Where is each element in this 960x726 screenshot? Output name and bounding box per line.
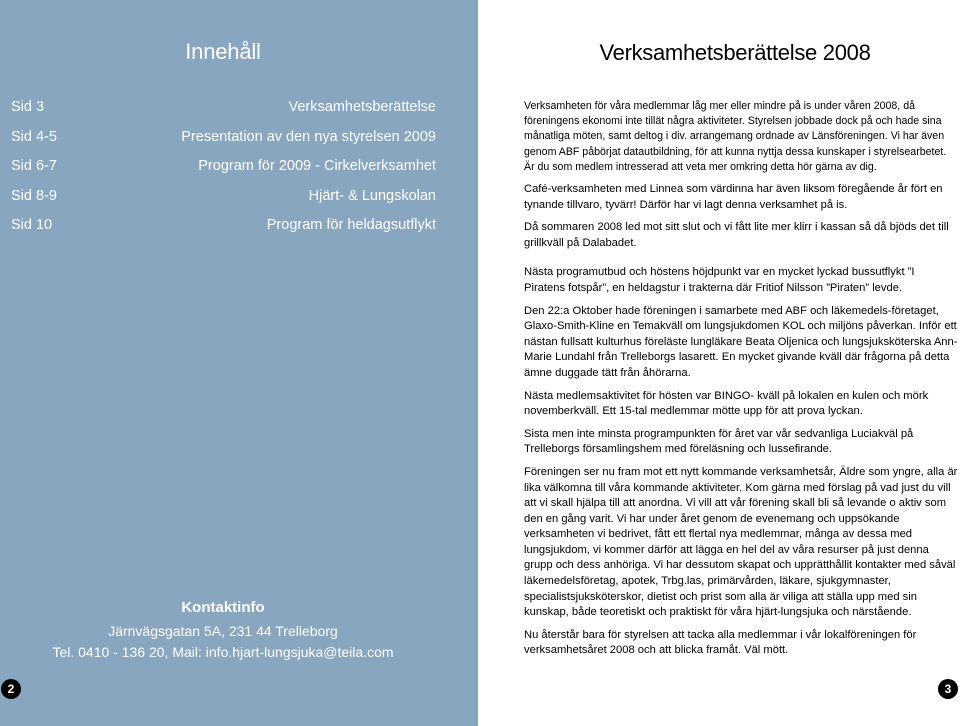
toc-page-number: Sid 3 <box>11 99 45 115</box>
paragraph: Då sommaren 2008 led mot sitt slut och vi fått lite mer klirr i kassan så då bjöds det till grillkväll på Dalabadet. <box>524 221 949 249</box>
contact-heading: Kontaktinfo <box>181 599 265 616</box>
table-of-contents <box>11 99 436 247</box>
report-body <box>524 99 958 666</box>
paragraph: Nu återstår bara för styrelsen att tacka alla medlemmar i vår lokalföreningen för verksamhetsåret 2008 och att blicka framåt. Väl mött. <box>524 628 917 657</box>
paragraph: Nästa medlemsaktivitet för hösten var BINGO- kväll på lokalen en kulen och mörk novemberkväll. Ett 15-tal medlemmar mötte upp för att prova lyckan. <box>524 389 929 418</box>
toc-item <box>11 158 436 188</box>
toc-page-number: Sid 6-7 <box>11 158 57 174</box>
toc-page-number: Sid 8-9 <box>11 187 57 204</box>
contact-address: Järnvägsgatan 5A, 231 44 Trelleborg <box>108 623 338 639</box>
toc-item <box>11 129 436 159</box>
left-page <box>0 0 478 726</box>
toc-page-number: Sid 10 <box>11 217 53 233</box>
toc-page-number: Sid 4-5 <box>11 128 57 145</box>
report-title: Verksamhetsberättelse 2008 <box>599 40 871 65</box>
toc-item <box>11 99 436 129</box>
paragraph: Den 22:a Oktober hade föreningen i samarbete med ABF och läkemedels-företaget, Glaxo-Smith-Kline en Temakväll om lungsjukdomen KOL och miljöns påverkan. Inför ett nästan fullsatt kulturhus föreläste lungläkare Beata Oljenica och lungsjuksköterska Ann-Marie Lundahl från Trelleborgs lasarett. En mycket givande kväll där frågorna på detta ämne duggade tätt från åhörarna. <box>524 304 958 379</box>
paragraph: Föreningen ser nu fram mot ett nytt kommande verksamhetsår, Äldre som yngre, alla är lika välkomna till våra kommande aktiviteter. Kom gärna med förslag på vad just du vill att vi skall hjälpa till att anordna. Vi vill att vår förening skall bli så levande o aktiv som den en gång varit. Vi har under året genom de evenemang och uppsökande verksamheten vi bedrivet, fått ett flertal nya medlemmar, många av dessa med lungsjukdom, vi kommer därför att lägga en hel del av våra resurser på just denna grupp och dess anhöriga. Vi har dessutom skapat och upprätthållit kontakter med såväl läkemedelsföretag, apotek, Trbg.las, primärvården, läkare, sjukgymnaster, specialistsjuksköterskor, dietist och prist som alla är viliga att ställa upp med sin kunskap, både teoretiskt och praktiskt för våra hjärt-lungsjuka och närstående. <box>524 465 958 619</box>
toc-label: Hjärt- & Lungskolan <box>308 187 436 204</box>
contact-phone-mail: Tel. 0410 - 136 20, Mail: info.hjart-lungsjuka@teila.com <box>52 644 394 660</box>
toc-label: Program för heldagsutflykt <box>266 217 436 233</box>
paragraph: Verksamheten för våra medlemmar låg mer eller mindre på is under våren 2008, då föreningens ekonomi inte tillät några aktiviteter. Styrelsen jobbade dock på och hade sina månatliga möten, samt deltog i div. arrangemang ordnade av Länsföreningen. Vi har även genom ABF påbörjat datautbildning, för att kunna nyttja dessa kunskaper i styrelsearbetet. Är du som medlem intresserad att veta mer omkring detta hör gärna av dig. <box>524 100 947 173</box>
page-number-right: 3 <box>938 679 958 699</box>
paragraph: Nästa programutbud och höstens höjdpunkt var en mycket lyckad bussutflykt ”I Piratens fotspår”, en heldagstur i trakterna där Fritiof Nilsson ”Piraten” levde. <box>524 266 915 294</box>
toc-label: Presentation av den nya styrelsen 2009 <box>181 128 436 145</box>
contact-info <box>0 599 446 663</box>
toc-item <box>11 188 436 218</box>
toc-label: Verksamhetsberättelse <box>288 99 436 115</box>
toc-item <box>11 217 436 247</box>
paragraph: Café-verksamheten med Linnea som värdinna har även liksom föregående år fört en tynande tillvaro, tyvärr! Därför har vi lagt denna verksamhet på is. <box>524 183 943 211</box>
page-number-left: 2 <box>1 679 21 699</box>
paragraph: Sista men inte minsta programpunkten för året var vår sedvanliga Luciakväl på Trelleborgs församlingshem med föreläsning och lussefirande. <box>524 427 914 456</box>
contents-title: Innehåll <box>185 39 261 64</box>
toc-label: Program för 2009 - Cirkelverksamhet <box>198 158 436 174</box>
